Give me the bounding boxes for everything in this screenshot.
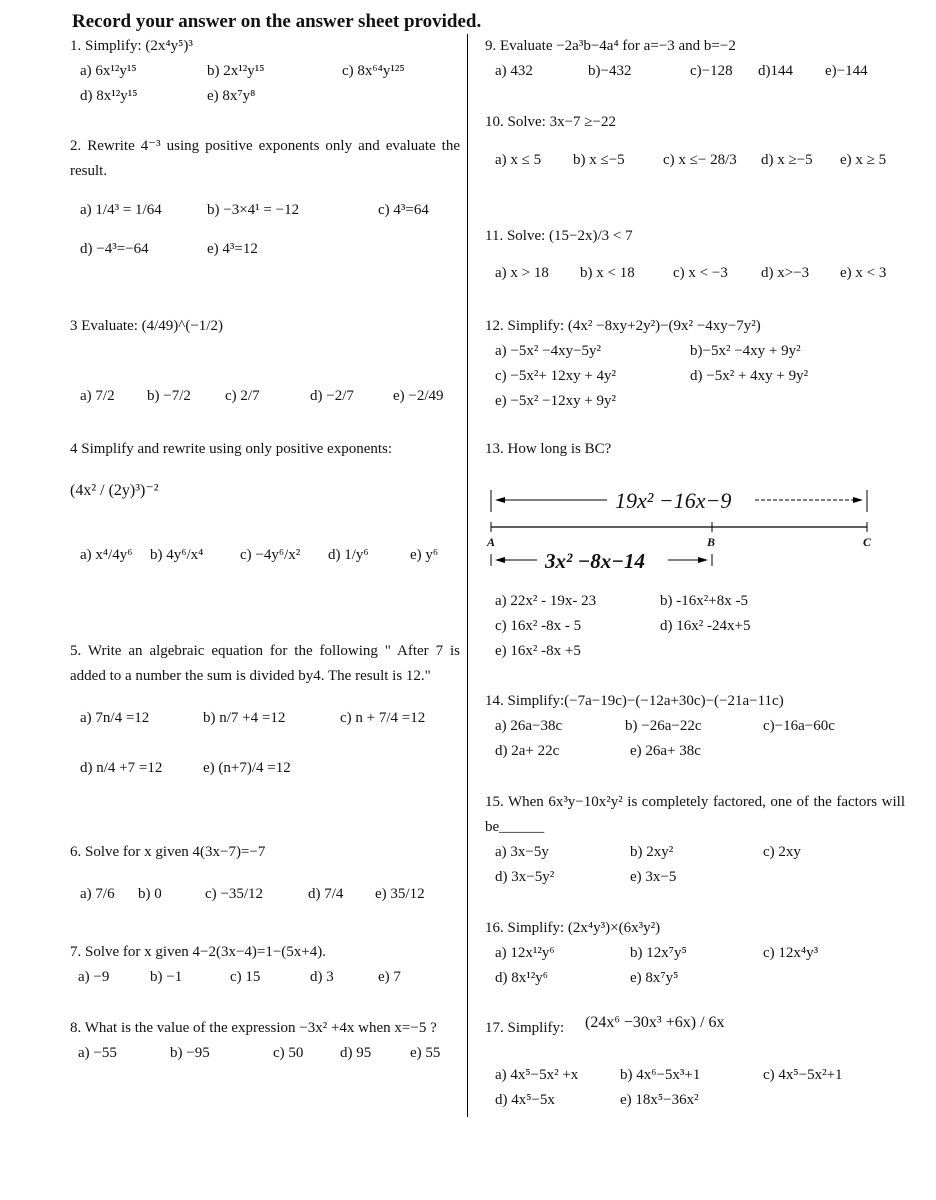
- question-stem: 7. Solve for x given 4−2(3x−4)=1−(5x+4).: [70, 944, 327, 960]
- question-stem: 17. Simplify:: [485, 1020, 565, 1036]
- option-a[interactable]: a) 7/2: [80, 388, 115, 404]
- option-b[interactable]: b) 4y⁶/x⁴: [150, 547, 204, 563]
- option-c[interactable]: c) x ≤− 28/3: [663, 152, 737, 168]
- option-b[interactable]: b) 2xy²: [630, 844, 674, 860]
- option-e[interactable]: e) 4³=12: [207, 241, 258, 257]
- option-e[interactable]: e) −5x² −12xy + 9y²: [495, 393, 617, 409]
- option-b[interactable]: b) 0: [138, 886, 162, 902]
- bottom-expression: 3x² −8x−14: [545, 549, 645, 573]
- question-5: [70, 639, 460, 781]
- option-a[interactable]: a) −5x² −4xy−5y²: [495, 343, 602, 359]
- question-6: [70, 840, 460, 907]
- option-a[interactable]: a) 12x¹²y⁶: [495, 945, 555, 961]
- question-stem: 10. Solve: 3x−7 ≥−22: [485, 114, 616, 130]
- option-e[interactable]: e) x ≥ 5: [840, 152, 887, 168]
- option-b[interactable]: b)−432: [588, 63, 632, 79]
- bottom-dim-right-arrow: [698, 557, 708, 563]
- question-stem: 5. Write an algebraic equation for the following " After 7 is added to a number the sum is divided by4. The result is 12.": [70, 643, 460, 684]
- option-d[interactable]: d) 2a+ 22c: [495, 743, 560, 759]
- option-e[interactable]: e) x < 3: [840, 265, 887, 281]
- option-a[interactable]: a) 7n/4 =12: [80, 710, 150, 726]
- question-stem: 13. How long is BC?: [485, 441, 612, 457]
- option-c[interactable]: c) 2xy: [763, 844, 801, 860]
- question-10: [485, 110, 905, 173]
- question-12: [485, 314, 905, 414]
- question-stem: 14. Simplify:(−7a−19c)−(−12a+30c)−(−21a−11c): [485, 693, 784, 709]
- option-e[interactable]: e) y⁶: [410, 547, 439, 563]
- option-d[interactable]: d) 3x−5y²: [495, 869, 555, 885]
- point-a-label: A: [487, 535, 496, 549]
- question-stem: 8. What is the value of the expression −3x² +4x when x=−5 ?: [70, 1020, 437, 1036]
- question-stem: 1. Simplify: (2x⁴y⁵)³: [70, 38, 193, 54]
- option-d[interactable]: d)144: [758, 63, 793, 79]
- option-e[interactable]: e) 26a+ 38c: [630, 743, 701, 759]
- option-b[interactable]: b) -16x²+8x -5: [660, 593, 748, 609]
- option-c[interactable]: c) 4³=64: [378, 202, 429, 218]
- question-4: [70, 437, 460, 568]
- point-c-label: C: [863, 535, 872, 549]
- option-a[interactable]: a) 7/6: [80, 886, 115, 902]
- question-16: [485, 916, 905, 991]
- option-a[interactable]: a) 22x² - 19x- 23: [495, 593, 597, 609]
- option-a[interactable]: a) x⁴/4y⁶: [80, 547, 133, 563]
- option-d[interactable]: d) 3: [310, 969, 334, 985]
- option-e[interactable]: e) −2/49: [393, 388, 444, 404]
- option-d[interactable]: d) 7/4: [308, 886, 344, 902]
- option-b[interactable]: b) −7/2: [147, 388, 191, 404]
- option-c[interactable]: c) 15: [230, 969, 261, 985]
- question-expression: (4x² / (2y)³)⁻²: [70, 482, 159, 499]
- option-a[interactable]: a) 4x⁵−5x² +x: [495, 1067, 579, 1083]
- option-b[interactable]: b) −1: [150, 969, 183, 985]
- question-2: [70, 134, 460, 262]
- top-expression: 19x² −16x−9: [615, 488, 732, 513]
- option-b[interactable]: b) −95: [170, 1045, 210, 1061]
- option-b[interactable]: b) 12x⁷y⁵: [630, 945, 687, 961]
- column-divider: [467, 34, 468, 1117]
- option-e[interactable]: e) 8x⁷y⁸: [207, 88, 256, 104]
- option-c[interactable]: c)−16a−60c: [763, 718, 835, 734]
- option-a[interactable]: a) −55: [78, 1045, 117, 1061]
- option-b[interactable]: b) −3×4¹ = −12: [207, 202, 300, 218]
- option-b[interactable]: b) n/7 +4 =12: [203, 710, 286, 726]
- point-b-label: B: [707, 535, 716, 549]
- option-a[interactable]: a) 3x−5y: [495, 844, 549, 860]
- option-c[interactable]: c)−128: [690, 63, 733, 79]
- option-e[interactable]: e) (n+7)/4 =12: [203, 760, 291, 776]
- option-b[interactable]: b) 4x⁶−5x³+1: [620, 1067, 701, 1083]
- option-b[interactable]: b) x < 18: [580, 265, 635, 281]
- question-stem: 2. Rewrite 4⁻³ using positive exponents only and evaluate the result.: [70, 138, 460, 179]
- option-c[interactable]: c) 2/7: [225, 388, 260, 404]
- question-stem: 4 Simplify and rewrite using only positive exponents:: [70, 441, 393, 457]
- option-b[interactable]: b)−5x² −4xy + 9y²: [690, 343, 801, 359]
- question-11: [485, 224, 905, 286]
- option-d[interactable]: d) 16x² -24x+5: [660, 618, 751, 634]
- option-e[interactable]: e) 18x⁵−36x²: [620, 1092, 699, 1108]
- option-a[interactable]: a) x > 18: [495, 265, 549, 281]
- option-a[interactable]: a) −9: [78, 969, 110, 985]
- top-dim-left-arrow: [495, 497, 505, 503]
- question-stem: 11. Solve: (15−2x)/3 < 7: [485, 228, 633, 244]
- option-e[interactable]: e) 3x−5: [630, 869, 677, 885]
- question-stem: 16. Simplify: (2x⁴y³)×(6x³y²): [485, 920, 661, 936]
- bottom-dim-left-arrow: [495, 557, 505, 563]
- option-b[interactable]: b) 2x¹²y¹⁵: [207, 63, 265, 79]
- option-c[interactable]: c) 8x⁶⁴y¹²⁵: [342, 63, 405, 79]
- option-c[interactable]: c) x < −3: [673, 265, 728, 281]
- question-expression: (24x⁶ −30x³ +6x) / 6x: [585, 1014, 725, 1031]
- option-e[interactable]: e) 35/12: [375, 886, 425, 902]
- question-stem: 12. Simplify: (4x² −8xy+2y²)−(9x² −4xy−7y²): [485, 318, 761, 334]
- option-e[interactable]: e) 16x² -8x +5: [495, 643, 581, 659]
- question-1: [70, 34, 460, 109]
- option-d[interactable]: d) x ≥−5: [761, 152, 813, 168]
- question-3: [70, 314, 460, 409]
- option-d[interactable]: d) n/4 +7 =12: [80, 760, 163, 776]
- question-17: [485, 1016, 905, 1113]
- question-15: [485, 790, 905, 890]
- option-c[interactable]: c) −35/12: [205, 886, 264, 902]
- option-e[interactable]: e)−144: [825, 63, 868, 79]
- question-7: [70, 940, 460, 990]
- option-d[interactable]: d) 8x¹²y⁶: [495, 970, 548, 986]
- option-d[interactable]: d) −4³=−64: [80, 241, 149, 257]
- option-c[interactable]: c) −5x²+ 12xy + 4y²: [495, 368, 617, 384]
- option-a[interactable]: a) 1/4³ = 1/64: [80, 202, 162, 218]
- option-a[interactable]: a) x ≤ 5: [495, 152, 542, 168]
- option-d[interactable]: d) 95: [340, 1045, 372, 1061]
- option-a[interactable]: a) 432: [495, 63, 533, 79]
- option-d[interactable]: d) x>−3: [761, 265, 810, 281]
- option-e[interactable]: e) 55: [410, 1045, 441, 1061]
- question-stem: 15. When 6x³y−10x²y² is completely factored, one of the factors will be______: [485, 794, 905, 835]
- question-8: [70, 1016, 460, 1066]
- question-stem: 3 Evaluate: (4/49)^(−1/2): [70, 318, 223, 334]
- option-d[interactable]: d) 1/y⁶: [328, 547, 369, 563]
- option-a[interactable]: a) 6x¹²y¹⁵: [80, 63, 137, 79]
- option-c[interactable]: c) 12x⁴y³: [763, 945, 819, 961]
- option-d[interactable]: d) 4x⁵−5x: [495, 1092, 555, 1108]
- option-d[interactable]: d) −5x² + 4xy + 9y²: [690, 368, 809, 384]
- question-stem: 9. Evaluate −2a³b−4a⁴ for a=−3 and b=−2: [485, 38, 736, 54]
- option-c[interactable]: c) −4y⁶/x²: [240, 547, 301, 563]
- question-9: [485, 34, 905, 84]
- option-e[interactable]: e) 7: [378, 969, 401, 985]
- question-13-options: [485, 589, 905, 664]
- option-d[interactable]: d) 8x¹²y¹⁵: [80, 88, 138, 104]
- option-c[interactable]: c) 16x² -8x - 5: [495, 618, 582, 634]
- question-14: [485, 689, 905, 764]
- option-c[interactable]: c) 4x⁵−5x²+1: [763, 1067, 843, 1083]
- option-a[interactable]: a) 26a−38c: [495, 718, 563, 734]
- option-d[interactable]: d) −2/7: [310, 388, 354, 404]
- question-13: [485, 437, 905, 462]
- option-e[interactable]: e) 8x⁷y⁵: [630, 970, 679, 986]
- option-c[interactable]: c) 50: [273, 1045, 304, 1061]
- option-b[interactable]: b) −26a−22c: [625, 718, 702, 734]
- question-stem: 6. Solve for x given 4(3x−7)=−7: [70, 844, 266, 860]
- option-b[interactable]: b) x ≤−5: [573, 152, 625, 168]
- top-dim-right-arrow: [853, 497, 863, 503]
- option-c[interactable]: c) n + 7/4 =12: [340, 710, 426, 726]
- instructions-heading: Record your answer on the answer sheet provided.: [72, 11, 482, 32]
